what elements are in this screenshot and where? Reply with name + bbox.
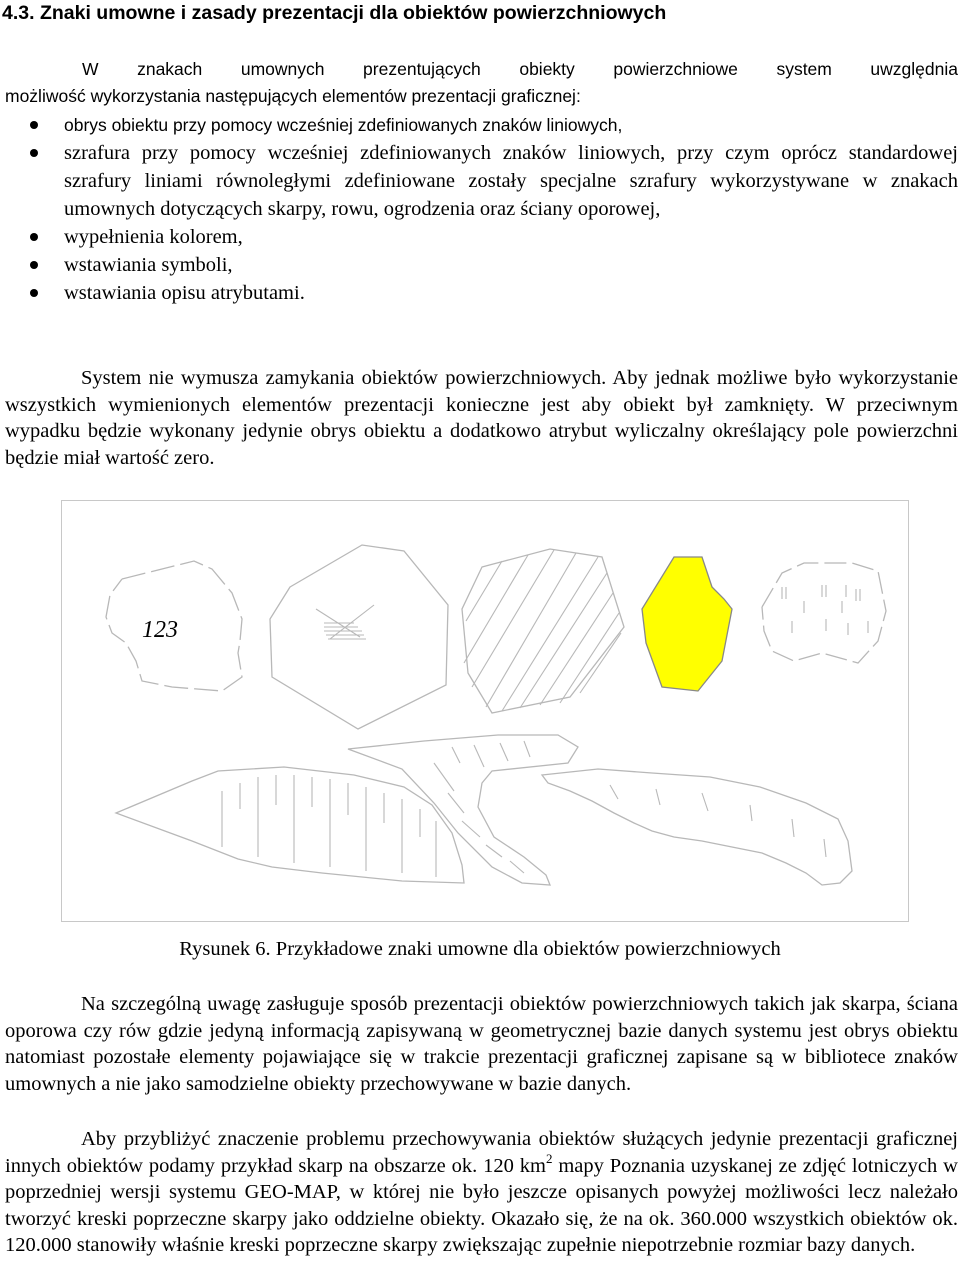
list-item-text: obrys obiektu przy pomocy wcześniej zdefiniowanych znaków liniowych, <box>64 115 623 135</box>
list-item <box>0 139 958 223</box>
list-item <box>0 223 958 251</box>
tick-marks <box>782 585 868 635</box>
paragraph-closure: System nie wymusza zamykania obiektów powierzchniowych. Aby jednak możliwe było wykorzystanie wszystkich wymienionych elementów prezentacji konieczne jest aby obiekt był zamknięty. W przeciwnym wypadku będzie wykonany jedynie obrys obiektu a dodatkowo atrybut wyliczalny określający pole powierzchni będzie miał wartość zero. <box>5 367 958 469</box>
bullet-icon <box>30 289 38 297</box>
hatched-hexagon <box>462 549 624 713</box>
slope-leaf-shape <box>116 767 464 883</box>
list-item-text: wypełnienia kolorem, <box>64 226 243 248</box>
list-item-text: wstawiania opisu atrybutami. <box>64 282 305 304</box>
yellow-filled-polygon <box>642 557 732 691</box>
band-shape <box>542 769 852 885</box>
list-item-text: szrafura przy pomocy wcześniej zdefiniowanych znaków liniowych, przy czym oprócz standardowej szrafury liniami równoległymi zdefiniowane zostały specjalne szrafury wykorzystywane w znakach umownych dotyczących skarpy, rowu, ogrodzenia oraz ściany oporowej, <box>64 142 958 220</box>
figure-area-symbols <box>61 500 909 922</box>
wedge-ticks <box>434 741 530 873</box>
superscript: 2 <box>545 1150 553 1166</box>
section-heading: 4.3. Znaki umowne i zasady prezentacji dla obiektów powierzchniowych <box>2 2 667 24</box>
diagonal-hatch <box>464 550 621 711</box>
intro-line-1: W znakach umownych prezentujących obiekty powierzchniowe system uwzględnia <box>82 59 958 79</box>
bullet-icon <box>30 261 38 269</box>
paragraph-example <box>5 1126 958 1259</box>
paragraph-slopes: Na szczególną uwagę zasługuje sposób prezentacji obiektów powierzchniowych takich jak skarpa, ściana oporowa czy rów gdzie jedyną informacją zapisywaną w geometrycznej bazie danych systemu jest obrys obiektu natomiast pozostałe elementy pojawiające się w trakcie prezentacji graficznej zapisane są w bibliotece znaków umownych a nie jako samodzielne obiekty przechowywane w bazie danych. <box>5 993 958 1095</box>
dashed-tick-polygon <box>762 563 886 663</box>
list-item <box>0 279 958 307</box>
list-item-text: wstawiania symboli, <box>64 254 233 276</box>
band-ticks <box>610 785 826 857</box>
bullet-icon <box>30 233 38 241</box>
figure-drawing <box>62 501 910 923</box>
presentation-elements-list <box>0 111 958 307</box>
paragraph-example-part2: mapy Poznania uzyskanej ze zdjęć lotniczych w poprzedniej wersji systemu GEO-MAP, w której nie było jeszcze opisanych powyżej możliwości lecz należało tworzyć kreski poprzeczne skarpy jako oddzielne obiekty. Okazało się, że na ok. 360.000 wszystkich obiektów ok. 120.000 stanowiły właśnie kreski poprzeczne skarpy zwiększając zupełnie niepotrzebnie rozmiar bazy danych. <box>5 1154 958 1257</box>
paragraph-example-part1: Aby przybliżyć znaczenie problemu przechowywania obiektów służących jedynie prezentacji graficznej innych obiektów podamy przykład skarp na obszarze ok. 120 km <box>5 1128 958 1177</box>
figure-caption: Rysunek 6. Przykładowe znaki umowne dla obiektów powierzchniowych <box>179 938 781 960</box>
bullet-icon <box>30 149 38 157</box>
attribute-label-text: 123 <box>142 617 178 643</box>
slope-ticks <box>222 775 436 877</box>
slanted-wedge-shape <box>348 735 578 885</box>
list-item <box>0 111 958 139</box>
hatch-symbol <box>316 605 374 639</box>
intro-line-2: możliwość wykorzystania następujących elementów prezentacji graficznej: <box>5 86 581 106</box>
bullet-icon <box>30 121 38 129</box>
list-item <box>0 251 958 279</box>
